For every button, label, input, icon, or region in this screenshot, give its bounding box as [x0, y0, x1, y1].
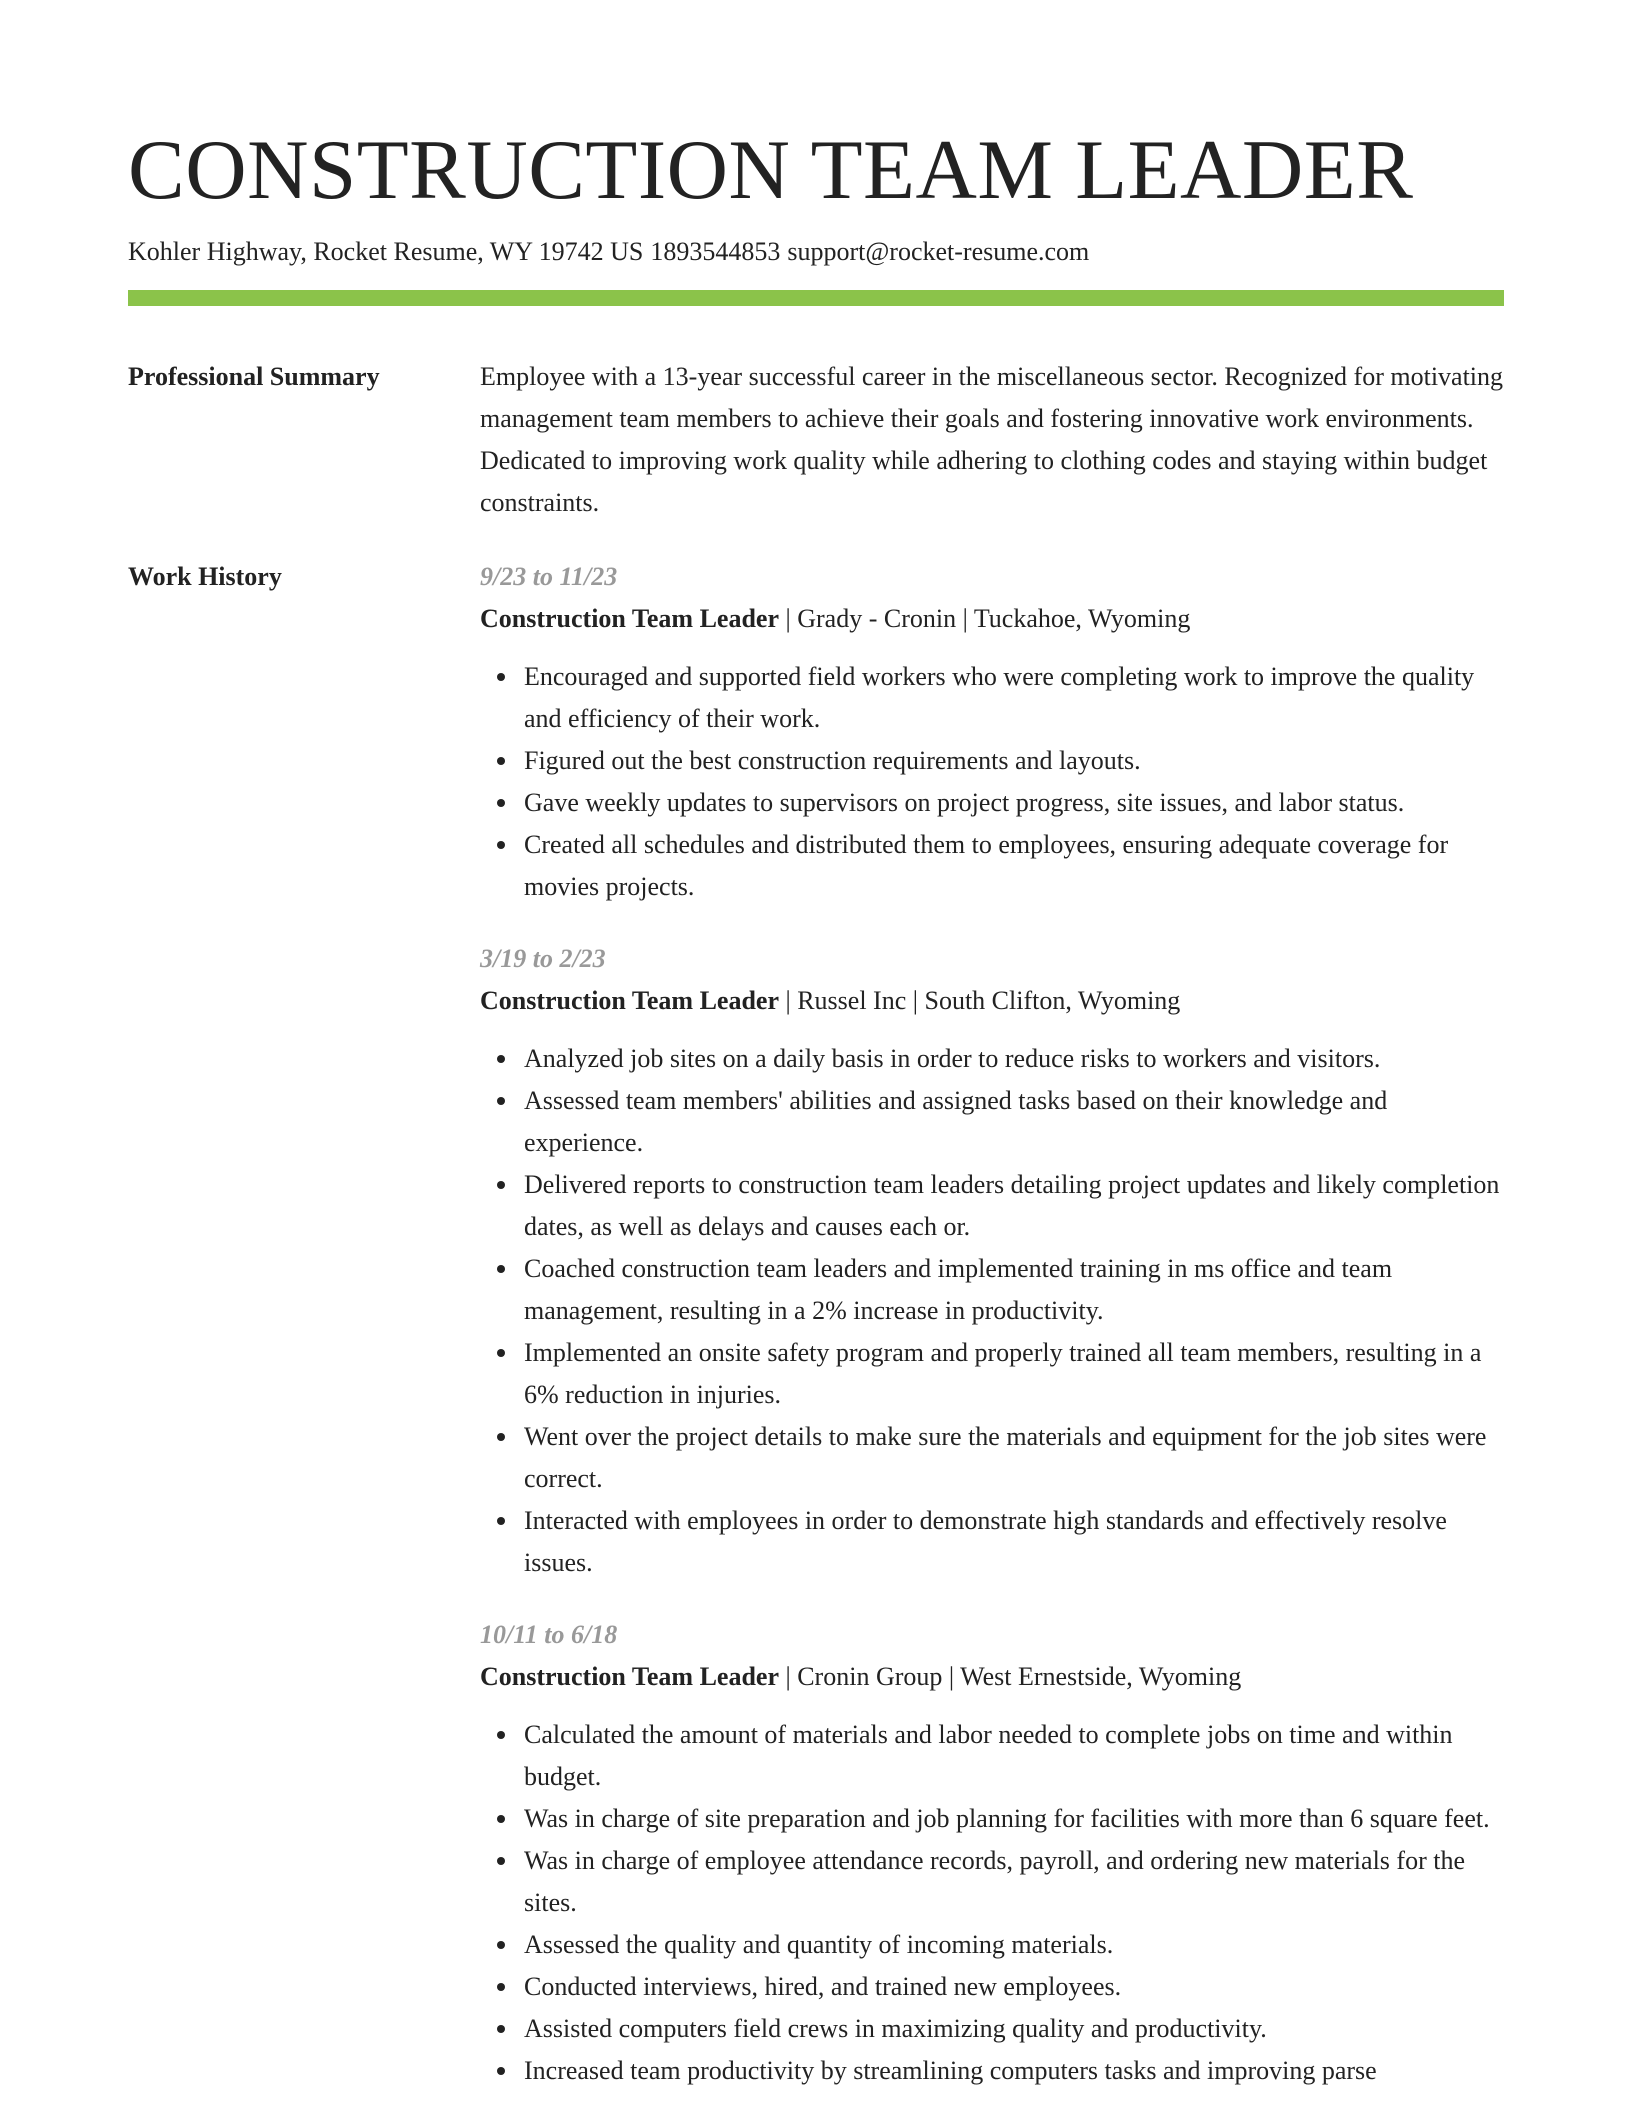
summary-section	[128, 356, 1504, 524]
job-bullet: Created all schedules and distributed them to employees, ensuring adequate coverage for movies projects.	[524, 824, 1504, 908]
job-heading	[480, 1656, 1504, 1698]
job-title: Construction Team Leader	[480, 604, 779, 633]
separator: |	[956, 604, 974, 633]
page-title: CONSTRUCTION TEAM LEADER	[128, 123, 1414, 217]
job-bullet: Assisted computers field crews in maximizing quality and productivity.	[524, 2008, 1504, 2050]
job-bullet: Increased team productivity by streamlining computers tasks and improving parse	[524, 2050, 1504, 2092]
job-bullet: Implemented an onsite safety program and properly trained all team members, resulting in a 6% reduction in injuries.	[524, 1332, 1504, 1416]
work-history-heading: Work History	[128, 562, 282, 591]
job-bullet-list	[480, 1714, 1504, 2092]
job-bullet: Encouraged and supported field workers who were completing work to improve the quality and efficiency of their work.	[524, 656, 1504, 740]
job-title: Construction Team Leader	[480, 986, 779, 1015]
job-bullet: Was in charge of site preparation and job planning for facilities with more than 6 square feet.	[524, 1798, 1504, 1840]
separator: |	[906, 986, 925, 1015]
job-dates: 3/19 to 2/23	[480, 944, 606, 973]
separator: |	[779, 986, 798, 1015]
separator: |	[779, 604, 798, 633]
job-bullet: Assessed the quality and quantity of incoming materials.	[524, 1924, 1504, 1966]
job-heading	[480, 980, 1504, 1022]
job-dates: 10/11 to 6/18	[480, 1620, 618, 1649]
job-bullet: Gave weekly updates to supervisors on project progress, site issues, and labor status.	[524, 782, 1504, 824]
job-location: South Clifton, Wyoming	[924, 986, 1181, 1015]
separator: |	[942, 1662, 961, 1691]
job-bullet: Delivered reports to construction team leaders detailing project updates and likely completion dates, as well as delays and causes each or.	[524, 1164, 1504, 1248]
job-entry	[480, 938, 1504, 1584]
job-bullet: Coached construction team leaders and implemented training in ms office and team management, resulting in a 2% increase in productivity.	[524, 1248, 1504, 1332]
job-bullet: Figured out the best construction requirements and layouts.	[524, 740, 1504, 782]
job-company: Russel Inc	[797, 986, 907, 1015]
job-bullet: Analyzed job sites on a daily basis in order to reduce risks to workers and visitors.	[524, 1038, 1504, 1080]
separator: |	[779, 1662, 798, 1691]
accent-divider	[128, 290, 1504, 306]
job-bullet-list	[480, 656, 1504, 908]
job-company: Grady - Cronin	[797, 604, 957, 633]
job-bullet: Interacted with employees in order to demonstrate high standards and effectively resolve issues.	[524, 1500, 1504, 1584]
job-bullet-list	[480, 1038, 1504, 1584]
job-title: Construction Team Leader	[480, 1662, 779, 1691]
resume-page	[128, 0, 1504, 2092]
job-bullet: Went over the project details to make sure the materials and equipment for the job sites were correct.	[524, 1416, 1504, 1500]
work-history-section	[128, 556, 1504, 2092]
summary-heading: Professional Summary	[128, 362, 380, 391]
contact-line	[128, 236, 1504, 268]
contact-address: Kohler Highway, Rocket Resume, WY 19742 US	[128, 237, 644, 266]
job-company: Cronin Group	[797, 1662, 943, 1691]
job-location: West Ernestside, Wyoming	[960, 1662, 1242, 1691]
job-bullet: Calculated the amount of materials and labor needed to complete jobs on time and within budget.	[524, 1714, 1504, 1798]
contact-email: support@rocket-resume.com	[787, 237, 1090, 266]
contact-phone: 1893544853	[650, 237, 781, 266]
job-bullet: Assessed team members' abilities and assigned tasks based on their knowledge and experience.	[524, 1080, 1504, 1164]
work-history-list	[480, 556, 1504, 2092]
job-bullet: Conducted interviews, hired, and trained new employees.	[524, 1966, 1504, 2008]
job-location: Tuckahoe, Wyoming	[973, 604, 1191, 633]
summary-body	[480, 356, 1504, 524]
job-entry	[480, 1614, 1504, 2092]
job-bullet: Was in charge of employee attendance records, payroll, and ordering new materials for the sites.	[524, 1840, 1504, 1924]
job-entry	[480, 556, 1504, 908]
summary-text: Employee with a 13-year successful career in the miscellaneous sector. Recognized for motivating management team members to achieve their goals and fostering innovative work environments. Dedicated to improving work quality while adhering to clothing codes and staying within budget constraints.	[480, 362, 1504, 517]
job-dates: 9/23 to 11/23	[480, 562, 618, 591]
job-heading	[480, 598, 1504, 640]
